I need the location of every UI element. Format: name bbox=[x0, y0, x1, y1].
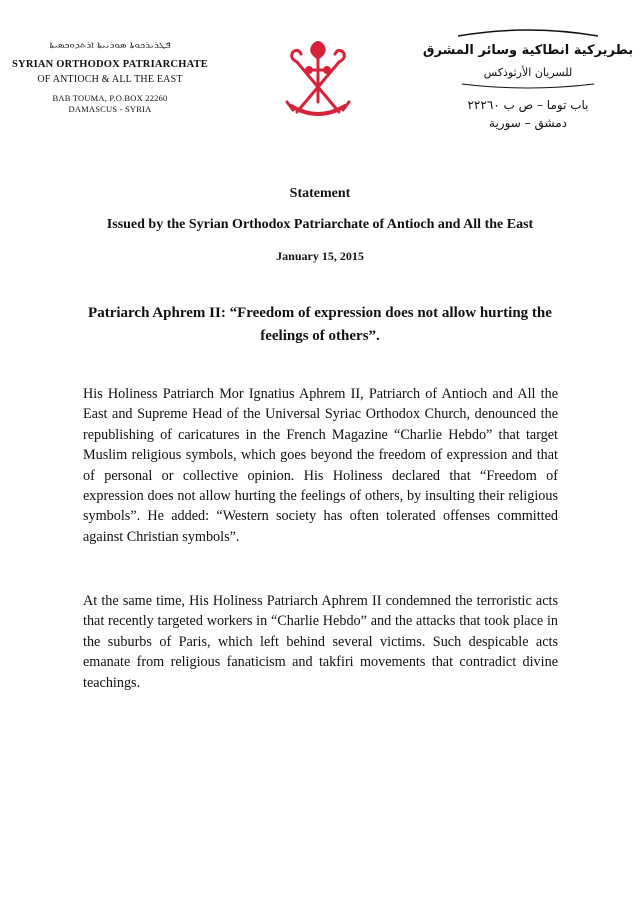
document-title: Statement bbox=[289, 186, 351, 201]
patriarchate-name: SYRIAN ORTHODOX PATRIARCHATE bbox=[12, 59, 208, 70]
patriarchal-cross-emblem-icon bbox=[283, 40, 353, 130]
letterhead-right-block bbox=[422, 28, 634, 138]
issued-by-line: Issued by the Syrian Orthodox Patriarchate of Antioch and All the East bbox=[106, 217, 534, 232]
syriac-title: ܦܛܪܝܪܟܘܬܐ ܣܘܪܝܝܬܐ ܐܪܬܕܘܟܣܝܬܐ bbox=[49, 40, 171, 51]
body-paragraph-2: At the same time, His Holiness Patriarch Aphrem II condemned the terroristic acts that recently targeted workers in “Charlie Hebdo” and the attacks that took place in the suburbs of Paris, which left behind several victims. Such despicable acts emanate from religious fanaticism and takfiri movements that contradict divine teachings. bbox=[83, 593, 558, 691]
address-line-1: BAB TOUMA, P.O.BOX 22260 bbox=[52, 93, 168, 103]
headline: Patriarch Aphrem II: “Freedom of expression does not allow hurting the feelings of others”. bbox=[88, 305, 552, 344]
address-line-2: DAMASCUS - SYRIA bbox=[68, 104, 152, 114]
arabic-address-line-2: دمشق – سورية bbox=[489, 116, 567, 130]
arabic-address-line-1: باب توما – ص ب ٢٢٢٦٠ bbox=[467, 98, 589, 112]
body-paragraph-1: His Holiness Patriarch Mor Ignatius Aphrem II, Patriarch of Antioch and All the East and Supreme Head of the Universal Syriac Orthodox Church, denounced the republishing of caricatures in the French Magazine “Charlie Hebdo” that target Muslim religious symbols, which goes beyond the freedom of expression and that of personal or collective opinion. His Holiness declared that “Freedom of expression does not allow hurting the feelings of others, by insulting their religious symbols”. He added: “Western society has often tolerated offenses committed against Christian symbols”. bbox=[83, 386, 558, 545]
patriarchate-subtitle: OF ANTIOCH & ALL THE EAST bbox=[37, 74, 183, 85]
svg-text:للسريان الأرثوذكس: للسريان الأرثوذكس bbox=[483, 66, 573, 79]
letterhead-left-block bbox=[10, 40, 210, 115]
letterhead bbox=[0, 0, 640, 150]
document-date: January 15, 2015 bbox=[276, 249, 364, 263]
svg-text:بطريركية انطاكية وسائر المشرق: بطريركية انطاكية وسائر المشرق bbox=[422, 43, 634, 58]
arabic-calligraphy-logo bbox=[422, 28, 634, 92]
